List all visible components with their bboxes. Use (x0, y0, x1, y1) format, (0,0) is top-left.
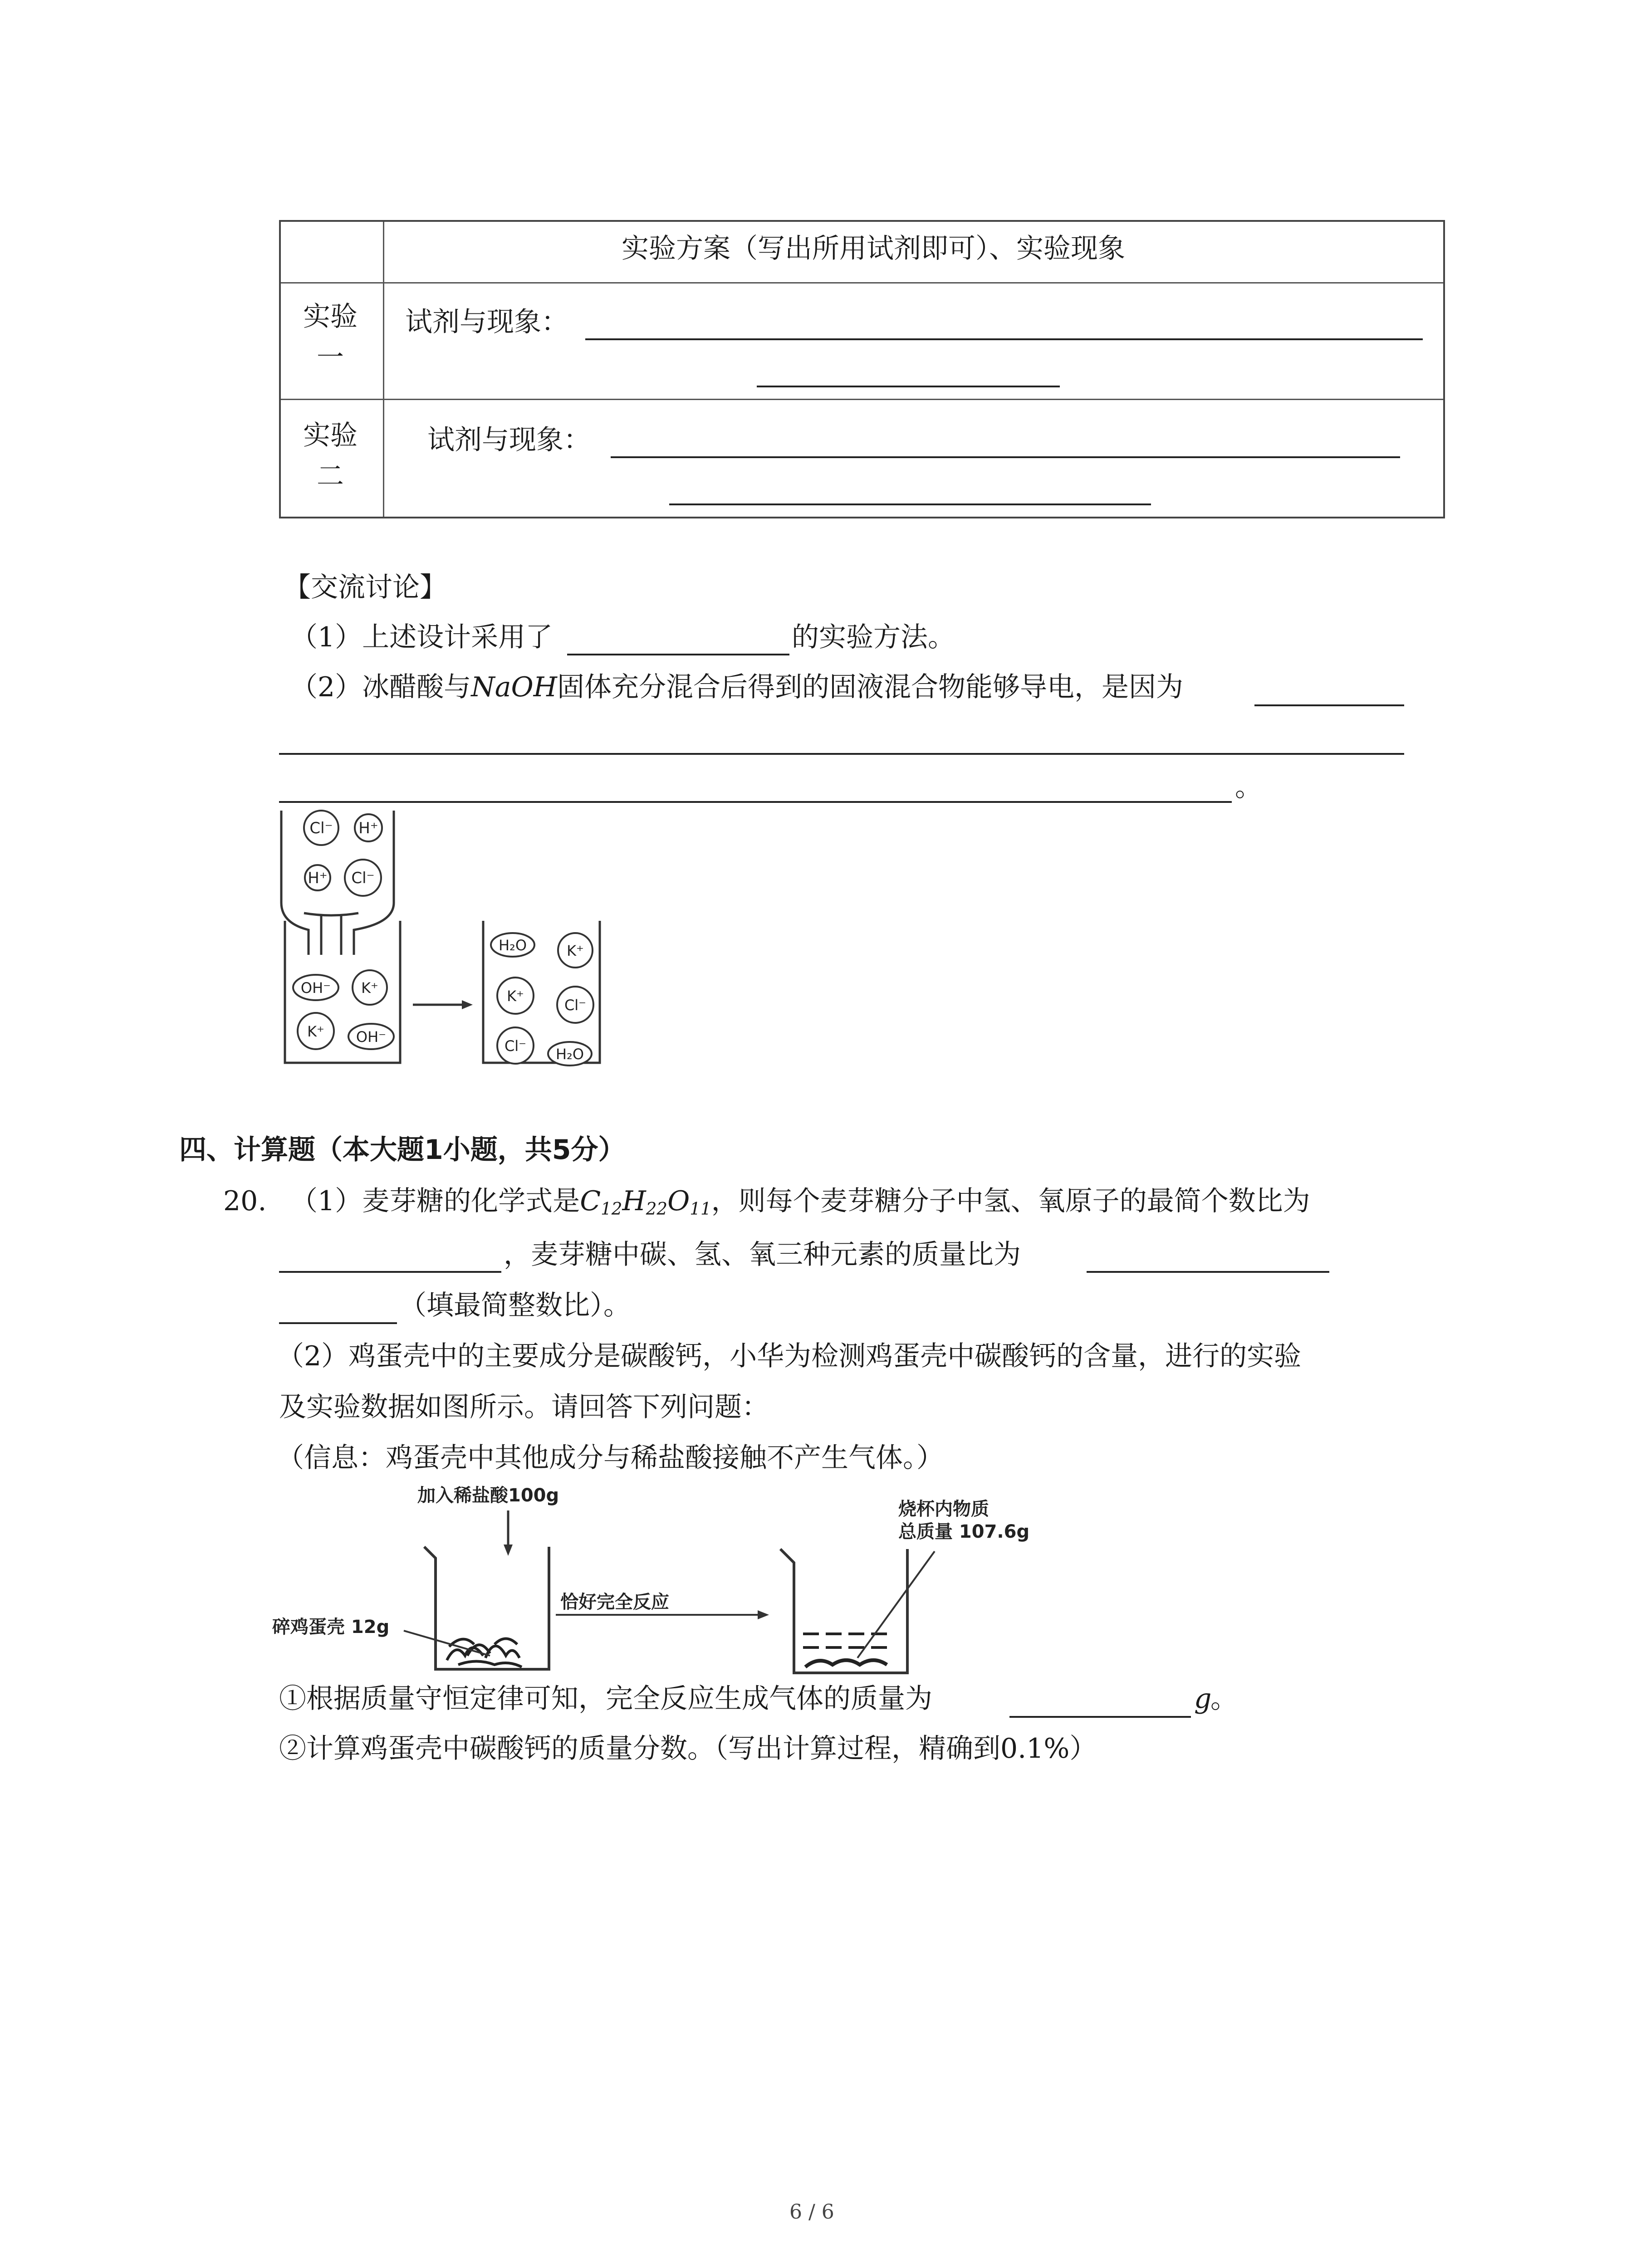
row-label: 二 (317, 460, 344, 492)
q20-part1-suffix: ，则每个麦芽糖分子中氢、氧原子的最简个数比为 (711, 1185, 1310, 1217)
q20-sub2: ②计算鸡蛋壳中碳酸钙的质量分数。（写出计算过程，精确到0.1%） (279, 1733, 1097, 1765)
discussion-q2-suffix: 固体充分混合后得到的固液混合物能够导电，是因为 (557, 671, 1183, 703)
discussion-q1-prefix: （1）上述设计采用了 (290, 621, 553, 653)
period: 。 (1235, 771, 1262, 803)
q20-part1-line3: （填最简整数比）。 (399, 1290, 631, 1321)
q20-part1-line2: ，麦芽糖中碳、氢、氧三种元素的质量比为 (504, 1239, 1021, 1271)
answer-blank[interactable] (757, 386, 1060, 387)
answer-blank[interactable] (1009, 1716, 1191, 1718)
q20-part1-line1 (290, 1185, 1310, 1219)
table-header: 实验方案（写出所用试剂即可）、实验现象 (622, 233, 1125, 264)
ion-label: H₂O (498, 937, 527, 954)
ion-label: OH⁻ (356, 1028, 387, 1046)
answer-blank[interactable] (1087, 1271, 1329, 1273)
result-label: 总质量 107.6g (898, 1521, 1030, 1542)
ion-label: Cl⁻ (564, 997, 587, 1014)
discussion-heading: 【交流讨论】 (284, 572, 447, 603)
section-heading: 四、计算题（本大题1小题，共5分） (179, 1134, 626, 1166)
q20-part2-line1: （2）鸡蛋壳中的主要成分是碳酸钙，小华为检测鸡蛋壳中碳酸钙的含量，进行的实验 (277, 1340, 1302, 1372)
maltose-formula: $C_{12}H_{22}O_{11}$ (580, 1185, 711, 1219)
q20-part2-info: （信息：鸡蛋壳中其他成分与稀盐酸接触不产生气体。） (277, 1442, 944, 1474)
discussion-q1-suffix: 的实验方法。 (792, 621, 955, 653)
q20-part2-line2: 及实验数据如图所示。请回答下列问题： (279, 1391, 769, 1423)
table-divider (281, 399, 1443, 400)
ion-label: K⁺ (567, 942, 584, 959)
page-number: 6 / 6 (789, 2200, 834, 2224)
shell-label: 碎鸡蛋壳 12g (272, 1617, 390, 1637)
reaction-label: 恰好完全反应 (560, 1592, 669, 1613)
question-number: 20. (223, 1185, 267, 1217)
row-content-label: 试剂与现象： (427, 424, 591, 456)
ion-label: Cl⁻ (504, 1037, 527, 1055)
ion-label: Cl⁻ (309, 819, 333, 837)
row-label: 实验 (303, 301, 358, 332)
eggshell-pieces (447, 1639, 522, 1667)
ion-label: H⁺ (358, 819, 378, 837)
unit-g: g (1194, 1683, 1212, 1715)
answer-blank[interactable] (611, 456, 1400, 458)
experiment-table (279, 220, 1445, 518)
answer-blank[interactable] (279, 753, 1404, 755)
answer-blank[interactable] (669, 503, 1151, 505)
ion-label: K⁺ (507, 987, 524, 1005)
table-divider (281, 282, 1443, 284)
ion-label: H₂O (555, 1046, 584, 1063)
discussion-q2-prefix: （2）冰醋酸与 (290, 671, 471, 703)
eggshell-experiment-figure (268, 1479, 1066, 1696)
discussion-q2 (290, 671, 1183, 703)
ion-label: K⁺ (307, 1023, 324, 1040)
row-label: 一 (317, 342, 344, 373)
naoh-formula: NaOH (471, 671, 557, 703)
row-label: 实验 (303, 420, 358, 451)
row-content-label: 试剂与现象： (405, 306, 568, 338)
ion-label: K⁺ (361, 979, 378, 997)
ion-label: Cl⁻ (351, 869, 375, 887)
ion-label: OH⁻ (300, 979, 331, 997)
table-divider (383, 222, 384, 517)
ion-label: H⁺ (308, 869, 328, 887)
answer-blank[interactable] (279, 1322, 397, 1324)
q20-sub1-prefix: ①根据质量守恒定律可知，完全反应生成气体的质量为 (279, 1683, 932, 1715)
add-acid-label: 加入稀盐酸100g (417, 1485, 559, 1506)
answer-blank[interactable] (567, 654, 789, 655)
period: 。 (1210, 1683, 1238, 1715)
answer-blank[interactable] (279, 1271, 501, 1273)
answer-blank[interactable] (1254, 704, 1404, 706)
arrow-head (462, 1000, 473, 1009)
ion-reaction-diagram (272, 805, 617, 1077)
answer-blank[interactable] (279, 801, 1232, 803)
beaker-right (780, 1549, 907, 1673)
answer-blank[interactable] (585, 338, 1423, 340)
residue (805, 1660, 887, 1667)
q20-part1-prefix: （1）麦芽糖的化学式是 (290, 1185, 580, 1217)
result-label: 烧杯内物质 (898, 1499, 989, 1520)
